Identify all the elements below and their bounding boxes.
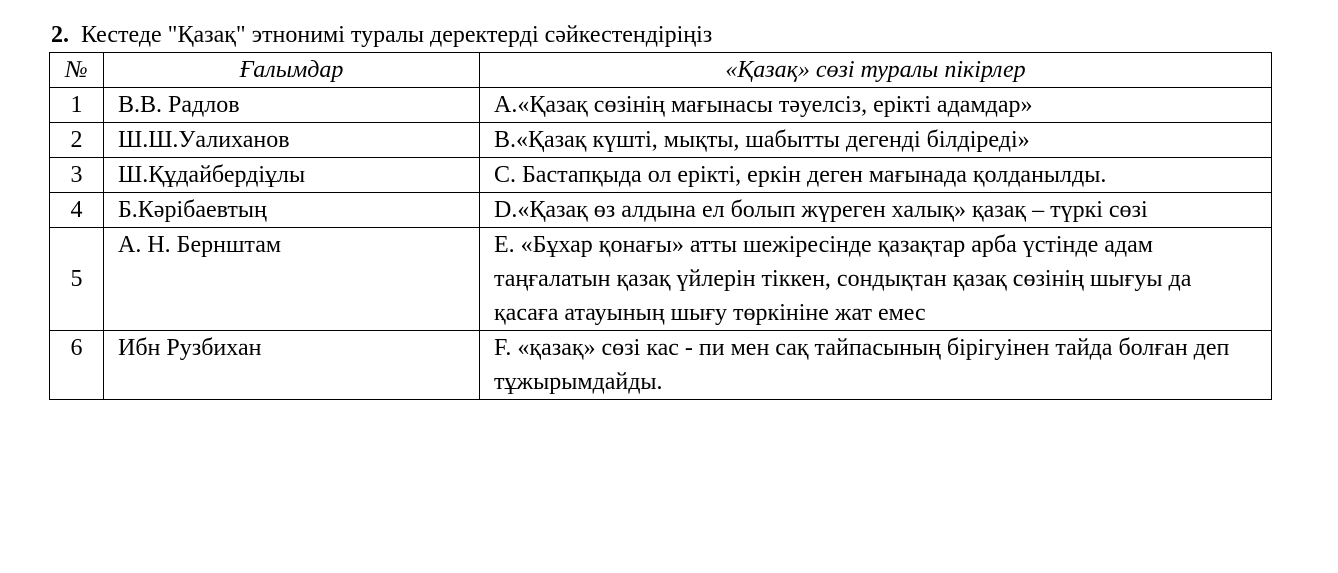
scholar-name: Ш.Ш.Уалиханов <box>104 123 480 158</box>
opinion-text: С. Бастапқыда ол ерікті, еркін деген мағынада қолданылды. <box>480 158 1272 193</box>
opinion-text: А.«Қазақ сөзінің мағынасы тәуелсіз, ерікті адамдар» <box>480 88 1272 123</box>
task-title <box>51 19 712 51</box>
opinion-text: F. «қазақ» сөзі кас - пи мен сақ тайпасының бірігуінен тайда болған деп тұжырымдайды. <box>480 331 1272 400</box>
scholar-name: А. Н. Бернштам <box>104 228 480 331</box>
opinion-text: Е. «Бұхар қонағы» атты шежіресінде қазақтар арба үстінде адам таңғалатын қазақ үйлерін тіккен, сондықтан қазақ сөзінің шығуы да қасаға атауының шығу төркініне жат емес <box>480 228 1272 331</box>
opinion-text: D.«Қазақ өз алдына ел болып жүреген халық» қазақ – түркі сөзі <box>480 193 1272 228</box>
scholar-name: Ибн Рузбихан <box>104 331 480 400</box>
header-scholars: Ғалымдар <box>104 53 480 88</box>
header-number: № <box>50 53 104 88</box>
task-text: Кестеде "Қазақ" этнонимі туралы деректерді сәйкестендіріңіз <box>81 22 713 48</box>
row-number: 2 <box>50 123 104 158</box>
table-row <box>50 88 1272 123</box>
row-number: 6 <box>50 331 104 400</box>
matching-table <box>49 52 1272 400</box>
table-header-row <box>50 53 1272 88</box>
row-number: 5 <box>50 228 104 331</box>
table-row <box>50 193 1272 228</box>
table-row <box>50 228 1272 331</box>
scholar-name: В.В. Радлов <box>104 88 480 123</box>
header-opinions: «Қазақ» сөзі туралы пікірлер <box>480 53 1272 88</box>
scholar-name: Ш.Құдайбердіұлы <box>104 158 480 193</box>
row-number: 1 <box>50 88 104 123</box>
row-number: 4 <box>50 193 104 228</box>
table-row <box>50 123 1272 158</box>
opinion-text: В.«Қазақ күшті, мықты, шабытты дегенді білдіреді» <box>480 123 1272 158</box>
task-number: 2. <box>51 22 69 48</box>
row-number: 3 <box>50 158 104 193</box>
table-row <box>50 158 1272 193</box>
table-row <box>50 331 1272 400</box>
scholar-name: Б.Кәрібаевтың <box>104 193 480 228</box>
